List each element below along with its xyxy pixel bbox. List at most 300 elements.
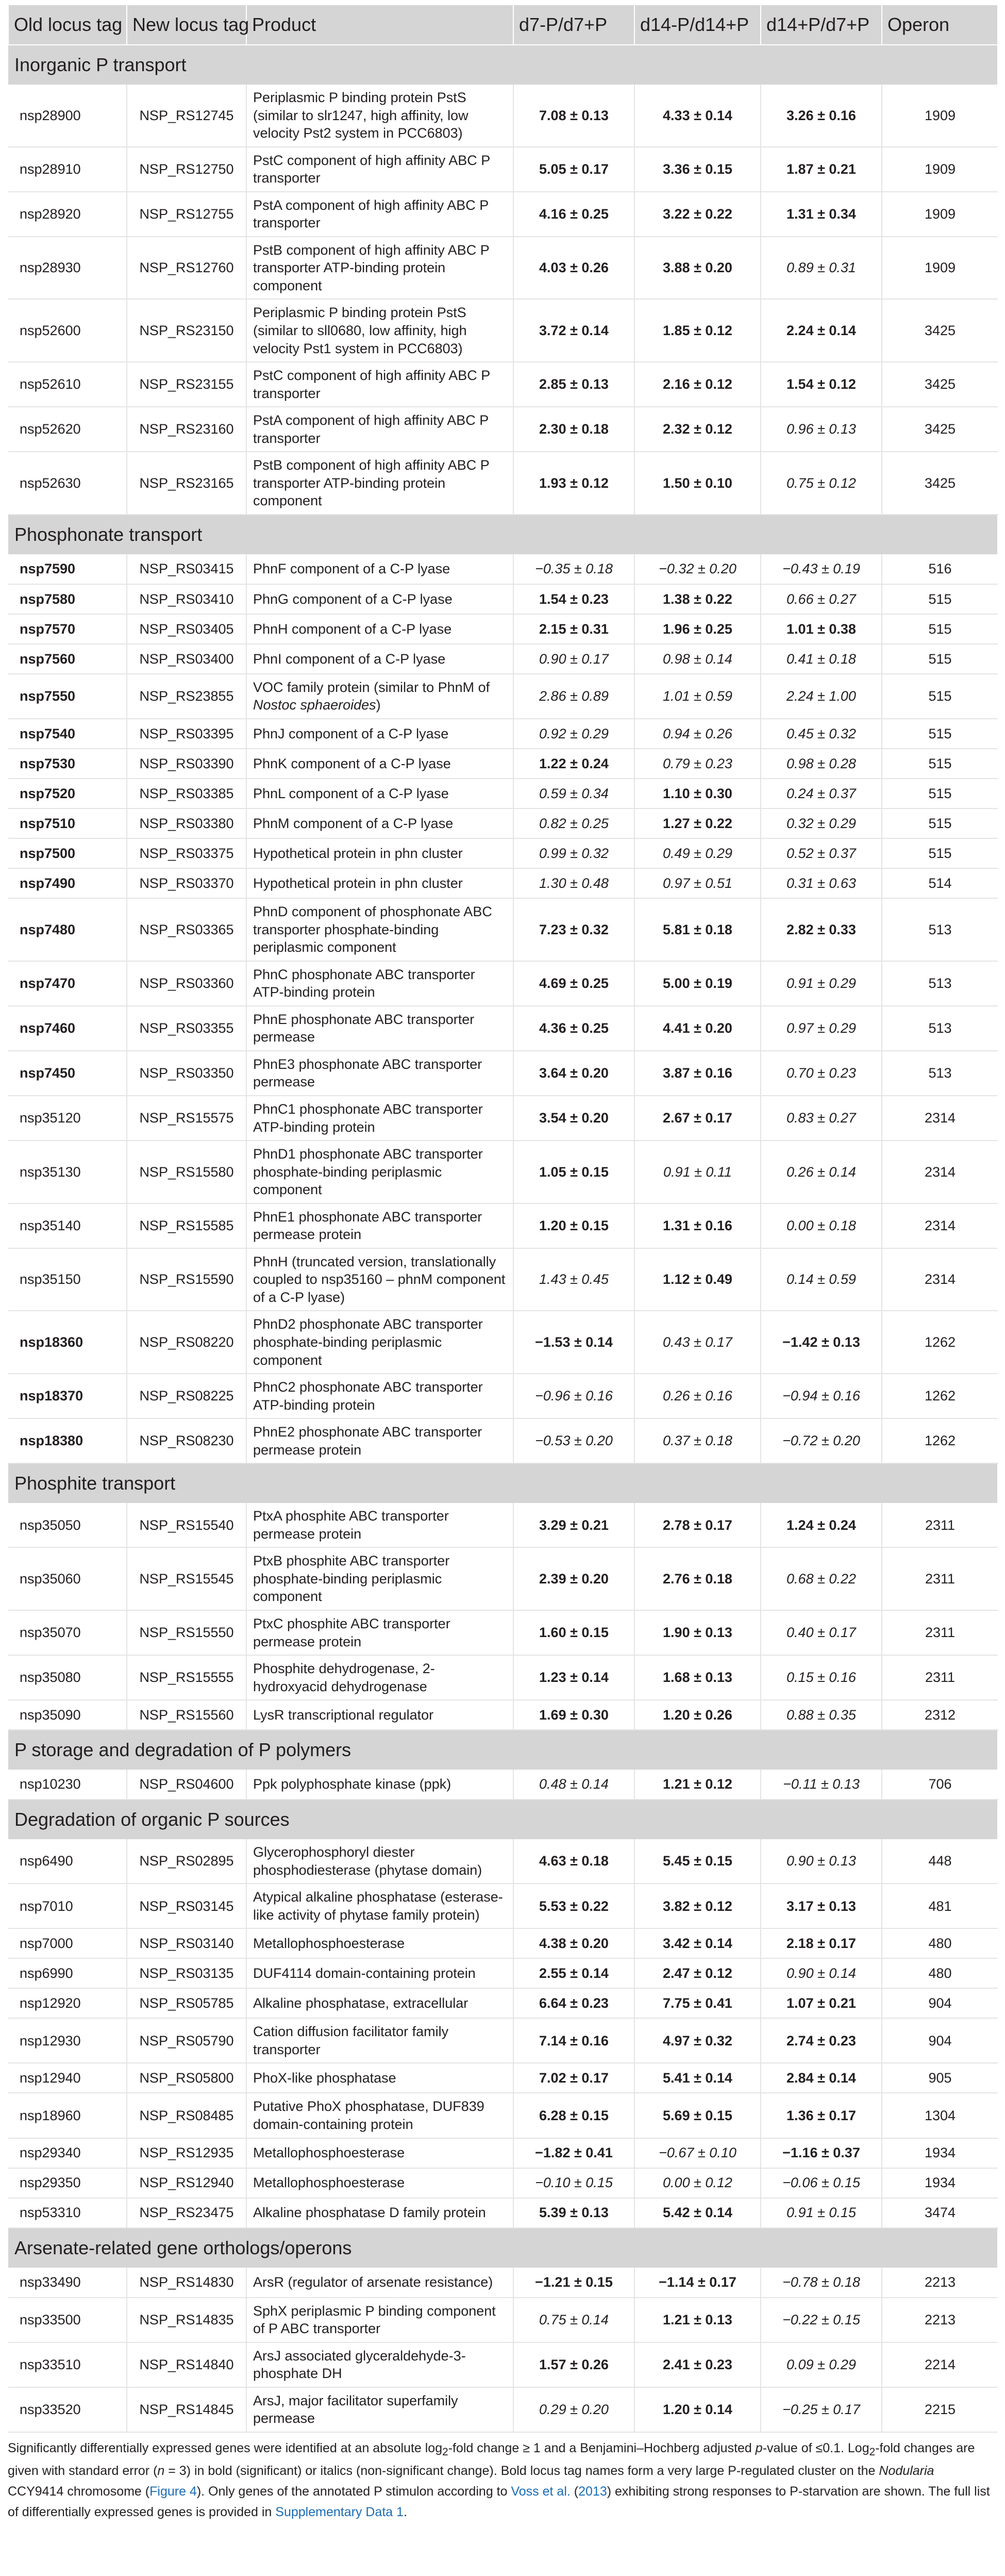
operon-number: 515 bbox=[882, 644, 998, 674]
d14-fold-change: 1.90 ± 0.13 bbox=[634, 1610, 761, 1655]
operon-number: 481 bbox=[882, 1884, 998, 1928]
table-row bbox=[8, 1096, 998, 1141]
table-row bbox=[8, 2168, 998, 2198]
d14-vs-d7-fold-change: 0.91 ± 0.15 bbox=[761, 2198, 882, 2228]
new-locus-tag: NSP_RS03400 bbox=[127, 644, 246, 674]
d14-fold-change: 1.85 ± 0.12 bbox=[634, 299, 761, 362]
d14-vs-d7-fold-change: 0.91 ± 0.29 bbox=[761, 961, 882, 1006]
operon-number: 3425 bbox=[882, 407, 998, 452]
new-locus-tag: NSP_RS23855 bbox=[127, 674, 246, 719]
old-locus-tag: nsp35080 bbox=[8, 1655, 127, 1700]
new-locus-tag: NSP_RS03405 bbox=[127, 614, 246, 644]
d14-fold-change: 2.76 ± 0.18 bbox=[634, 1547, 761, 1610]
table-row bbox=[8, 1006, 998, 1051]
d7-fold-change: −0.10 ± 0.15 bbox=[513, 2168, 634, 2198]
old-locus-tag: nsp7460 bbox=[8, 1006, 127, 1051]
d14-fold-change: 0.00 ± 0.12 bbox=[634, 2168, 761, 2198]
d7-fold-change: 6.28 ± 0.15 bbox=[513, 2093, 634, 2138]
table-row bbox=[8, 1839, 998, 1884]
footnote-text: . bbox=[404, 2505, 408, 2520]
old-locus-tag: nsp28930 bbox=[8, 237, 127, 300]
d7-fold-change: 2.55 ± 0.14 bbox=[513, 1958, 634, 1988]
d14-fold-change: −0.32 ± 0.20 bbox=[634, 554, 761, 584]
footnote-subscript: 2 bbox=[442, 2446, 448, 2458]
operon-number: 1909 bbox=[882, 192, 998, 237]
supplementary-data-link[interactable]: Supplementary Data 1 bbox=[275, 2505, 404, 2520]
old-locus-tag: nsp7550 bbox=[8, 674, 127, 719]
d14-fold-change: 0.43 ± 0.17 bbox=[634, 1311, 761, 1374]
old-locus-tag: nsp35050 bbox=[8, 1503, 127, 1547]
d14-vs-d7-fold-change: 1.87 ± 0.21 bbox=[761, 147, 882, 192]
old-locus-tag: nsp35070 bbox=[8, 1610, 127, 1655]
d14-vs-d7-fold-change: 0.98 ± 0.28 bbox=[761, 749, 882, 779]
d14-fold-change: 1.27 ± 0.22 bbox=[634, 808, 761, 838]
d14-vs-d7-fold-change: −0.78 ± 0.18 bbox=[761, 2268, 882, 2298]
table-row bbox=[8, 749, 998, 779]
table-row bbox=[8, 898, 998, 961]
d14-vs-d7-fold-change: 0.88 ± 0.35 bbox=[761, 1700, 882, 1730]
d7-fold-change: 0.82 ± 0.25 bbox=[513, 808, 634, 838]
operon-number: 515 bbox=[882, 674, 998, 719]
operon-number: 513 bbox=[882, 1006, 998, 1051]
operon-number: 3425 bbox=[882, 362, 998, 407]
d7-fold-change: 1.05 ± 0.15 bbox=[513, 1141, 634, 1203]
d7-fold-change: 1.57 ± 0.26 bbox=[513, 2342, 634, 2387]
old-locus-tag: nsp6990 bbox=[8, 1958, 127, 1988]
footnote-genus: Nodularia bbox=[879, 2464, 934, 2479]
new-locus-tag: NSP_RS15575 bbox=[127, 1096, 246, 1141]
d14-vs-d7-fold-change: 0.41 ± 0.18 bbox=[761, 644, 882, 674]
new-locus-tag: NSP_RS12745 bbox=[127, 85, 246, 147]
operon-number: 2214 bbox=[882, 2342, 998, 2387]
d7-fold-change: 1.43 ± 0.45 bbox=[513, 1248, 634, 1311]
d14-fold-change: 2.32 ± 0.12 bbox=[634, 407, 761, 452]
product-description: PstB component of high affinity ABC P transporter ATP-binding protein component bbox=[246, 237, 513, 300]
section-header-row bbox=[8, 45, 998, 85]
product-description: ArsR (regulator of arsenate resistance) bbox=[246, 2268, 513, 2298]
d14-fold-change: 5.45 ± 0.15 bbox=[634, 1839, 761, 1884]
d14-fold-change: 1.31 ± 0.16 bbox=[634, 1203, 761, 1248]
new-locus-tag: NSP_RS08485 bbox=[127, 2093, 246, 2138]
operon-number: 2311 bbox=[882, 1547, 998, 1610]
product-description: Alkaline phosphatase, extracellular bbox=[246, 1988, 513, 2018]
d7-fold-change: 1.20 ± 0.15 bbox=[513, 1203, 634, 1248]
d7-fold-change: 2.15 ± 0.31 bbox=[513, 614, 634, 644]
table-row bbox=[8, 584, 998, 614]
header-d14: d14-P/d14+P bbox=[634, 5, 761, 45]
new-locus-tag: NSP_RS23155 bbox=[127, 362, 246, 407]
d14-vs-d7-fold-change: 0.75 ± 0.12 bbox=[761, 452, 882, 515]
table-row bbox=[8, 1610, 998, 1655]
section-header-row bbox=[8, 1799, 998, 1839]
operon-number: 2311 bbox=[882, 1655, 998, 1700]
d14-fold-change: 3.82 ± 0.12 bbox=[634, 1884, 761, 1928]
product-description: PhnF component of a C-P lyase bbox=[246, 554, 513, 584]
product-description: LysR transcriptional regulator bbox=[246, 1700, 513, 1730]
table-row bbox=[8, 779, 998, 808]
operon-number: 1262 bbox=[882, 1311, 998, 1374]
table-row bbox=[8, 554, 998, 584]
table-row bbox=[8, 1248, 998, 1311]
new-locus-tag: NSP_RS14840 bbox=[127, 2342, 246, 2387]
d14-vs-d7-fold-change: 2.84 ± 0.14 bbox=[761, 2063, 882, 2093]
old-locus-tag: nsp29350 bbox=[8, 2168, 127, 2198]
product-description: PhnE1 phosphonate ABC transporter permease protein bbox=[246, 1203, 513, 1248]
header-d7: d7-P/d7+P bbox=[513, 5, 634, 45]
d14-vs-d7-fold-change: 1.31 ± 0.34 bbox=[761, 192, 882, 237]
d14-fold-change: 2.41 ± 0.23 bbox=[634, 2342, 761, 2387]
old-locus-tag: nsp7530 bbox=[8, 749, 127, 779]
section-title: Arsenate-related gene orthologs/operons bbox=[8, 2228, 998, 2268]
product-description: PhnH (truncated version, translationally coupled to nsp35160 – phnM component of a C-P lyase) bbox=[246, 1248, 513, 1311]
header-product: Product bbox=[246, 5, 513, 45]
new-locus-tag: NSP_RS03140 bbox=[127, 1928, 246, 1958]
product-description: PhnC phosphonate ABC transporter ATP-binding protein bbox=[246, 961, 513, 1006]
section-header-row bbox=[8, 1463, 998, 1503]
d14-vs-d7-fold-change: −0.43 ± 0.19 bbox=[761, 554, 882, 584]
d14-vs-d7-fold-change: −0.25 ± 0.17 bbox=[761, 2387, 882, 2432]
product-description: PstA component of high affinity ABC P transporter bbox=[246, 192, 513, 237]
footnote-text: -fold change ≥ 1 and a Benjamini–Hochberg adjusted bbox=[448, 2440, 756, 2455]
d14-fold-change: 0.98 ± 0.14 bbox=[634, 644, 761, 674]
operon-number: 1934 bbox=[882, 2168, 998, 2198]
new-locus-tag: NSP_RS15560 bbox=[127, 1700, 246, 1730]
table-row bbox=[8, 1928, 998, 1958]
old-locus-tag: nsp7570 bbox=[8, 614, 127, 644]
d14-vs-d7-fold-change: 0.89 ± 0.31 bbox=[761, 237, 882, 300]
product-description: PstC component of high affinity ABC P transporter bbox=[246, 147, 513, 192]
d14-fold-change: 2.16 ± 0.12 bbox=[634, 362, 761, 407]
section-title: Inorganic P transport bbox=[8, 45, 998, 85]
d7-fold-change: −1.53 ± 0.14 bbox=[513, 1311, 634, 1374]
d7-fold-change: −0.53 ± 0.20 bbox=[513, 1418, 634, 1463]
new-locus-tag: NSP_RS12940 bbox=[127, 2168, 246, 2198]
table-row bbox=[8, 1655, 998, 1700]
table-row bbox=[8, 2198, 998, 2228]
footnote-text: ( bbox=[570, 2484, 579, 2499]
operon-number: 2314 bbox=[882, 1141, 998, 1203]
d14-vs-d7-fold-change: 0.26 ± 0.14 bbox=[761, 1141, 882, 1203]
d14-fold-change: 1.21 ± 0.13 bbox=[634, 2298, 761, 2342]
d14-fold-change: 3.36 ± 0.15 bbox=[634, 147, 761, 192]
footnote-text: = 3) in bold (significant) or italics (non-significant change). Bold locus tag names form a very large P-regulated cluster on the bbox=[164, 2464, 879, 2479]
d7-fold-change: 5.05 ± 0.17 bbox=[513, 147, 634, 192]
product-description: SphX periplasmic P binding component of P ABC transporter bbox=[246, 2298, 513, 2342]
new-locus-tag: NSP_RS23160 bbox=[127, 407, 246, 452]
d14-vs-d7-fold-change: 0.52 ± 0.37 bbox=[761, 838, 882, 868]
d7-fold-change: 7.23 ± 0.32 bbox=[513, 898, 634, 961]
d14-fold-change: 1.96 ± 0.25 bbox=[634, 614, 761, 644]
table-row bbox=[8, 1770, 998, 1799]
product-description: PhnD1 phosphonate ABC transporter phosphate-binding periplasmic component bbox=[246, 1141, 513, 1203]
new-locus-tag: NSP_RS15545 bbox=[127, 1547, 246, 1610]
old-locus-tag: nsp7590 bbox=[8, 554, 127, 584]
table-row bbox=[8, 2387, 998, 2432]
product-description: PhnD component of phosphonate ABC transporter phosphate-binding periplasmic component bbox=[246, 898, 513, 961]
table-row bbox=[8, 2342, 998, 2387]
new-locus-tag: NSP_RS03410 bbox=[127, 584, 246, 614]
d14-vs-d7-fold-change: 3.26 ± 0.16 bbox=[761, 85, 882, 147]
old-locus-tag: nsp7010 bbox=[8, 1884, 127, 1928]
product-description: DUF4114 domain-containing protein bbox=[246, 1958, 513, 1988]
d7-fold-change: 0.59 ± 0.34 bbox=[513, 779, 634, 808]
d14-vs-d7-fold-change: 1.07 ± 0.21 bbox=[761, 1988, 882, 2018]
new-locus-tag: NSP_RS15590 bbox=[127, 1248, 246, 1311]
old-locus-tag: nsp33490 bbox=[8, 2268, 127, 2298]
table-row bbox=[8, 407, 998, 452]
new-locus-tag: NSP_RS03145 bbox=[127, 1884, 246, 1928]
d7-fold-change: 5.39 ± 0.13 bbox=[513, 2198, 634, 2228]
table-row bbox=[8, 2093, 998, 2138]
old-locus-tag: nsp7000 bbox=[8, 1928, 127, 1958]
table-row bbox=[8, 452, 998, 515]
d14-fold-change: 7.75 ± 0.41 bbox=[634, 1988, 761, 2018]
d14-fold-change: 3.42 ± 0.14 bbox=[634, 1928, 761, 1958]
d14-fold-change: 4.33 ± 0.14 bbox=[634, 85, 761, 147]
new-locus-tag: NSP_RS15540 bbox=[127, 1503, 246, 1547]
d14-fold-change: 3.88 ± 0.20 bbox=[634, 237, 761, 300]
old-locus-tag: nsp7450 bbox=[8, 1051, 127, 1096]
product-description: PhnH component of a C-P lyase bbox=[246, 614, 513, 644]
old-locus-tag: nsp7540 bbox=[8, 719, 127, 749]
table-row bbox=[8, 2063, 998, 2093]
d7-fold-change: −1.82 ± 0.41 bbox=[513, 2138, 634, 2168]
old-locus-tag: nsp18380 bbox=[8, 1418, 127, 1463]
d14-vs-d7-fold-change: 0.96 ± 0.13 bbox=[761, 407, 882, 452]
operon-number: 904 bbox=[882, 1988, 998, 2018]
d14-fold-change: −1.14 ± 0.17 bbox=[634, 2268, 761, 2298]
d14-vs-d7-fold-change: 0.24 ± 0.37 bbox=[761, 779, 882, 808]
operon-number: 905 bbox=[882, 2063, 998, 2093]
footnote-text: Significantly differentially expressed genes were identified at an absolute log bbox=[8, 2440, 443, 2455]
table-row bbox=[8, 1547, 998, 1610]
d14-vs-d7-fold-change: −0.94 ± 0.16 bbox=[761, 1374, 882, 1418]
table-row bbox=[8, 147, 998, 192]
d14-fold-change: 1.20 ± 0.26 bbox=[634, 1700, 761, 1730]
old-locus-tag: nsp12940 bbox=[8, 2063, 127, 2093]
old-locus-tag: nsp7520 bbox=[8, 779, 127, 808]
header-operon: Operon bbox=[882, 5, 998, 45]
old-locus-tag: nsp33510 bbox=[8, 2342, 127, 2387]
table-row bbox=[8, 1958, 998, 1988]
product-description: PtxA phosphite ABC transporter permease protein bbox=[246, 1503, 513, 1547]
d7-fold-change: 2.30 ± 0.18 bbox=[513, 407, 634, 452]
d14-vs-d7-fold-change: −1.42 ± 0.13 bbox=[761, 1311, 882, 1374]
product-description: Metallophosphoesterase bbox=[246, 2168, 513, 2198]
product-description: PhnK component of a C-P lyase bbox=[246, 749, 513, 779]
section-header-row bbox=[8, 2228, 998, 2268]
d7-fold-change: 0.90 ± 0.17 bbox=[513, 644, 634, 674]
new-locus-tag: NSP_RS12755 bbox=[127, 192, 246, 237]
d7-fold-change: 1.23 ± 0.14 bbox=[513, 1655, 634, 1700]
table-body bbox=[8, 45, 998, 2432]
table-row bbox=[8, 2298, 998, 2342]
d7-fold-change: 1.30 ± 0.48 bbox=[513, 868, 634, 898]
d14-fold-change: 5.41 ± 0.14 bbox=[634, 2063, 761, 2093]
d14-vs-d7-fold-change: 0.09 ± 0.29 bbox=[761, 2342, 882, 2387]
old-locus-tag: nsp33520 bbox=[8, 2387, 127, 2432]
old-locus-tag: nsp6490 bbox=[8, 1839, 127, 1884]
d7-fold-change: 7.08 ± 0.13 bbox=[513, 85, 634, 147]
old-locus-tag: nsp35120 bbox=[8, 1096, 127, 1141]
new-locus-tag: NSP_RS03365 bbox=[127, 898, 246, 961]
section-title: P storage and degradation of P polymers bbox=[8, 1730, 998, 1770]
old-locus-tag: nsp18370 bbox=[8, 1374, 127, 1418]
d7-fold-change: 4.38 ± 0.20 bbox=[513, 1928, 634, 1958]
product-description: PhnC2 phosphonate ABC transporter ATP-binding protein bbox=[246, 1374, 513, 1418]
d7-fold-change: 6.64 ± 0.23 bbox=[513, 1988, 634, 2018]
product-description: PhnE phosphonate ABC transporter permease bbox=[246, 1006, 513, 1051]
d14-fold-change: 5.81 ± 0.18 bbox=[634, 898, 761, 961]
d14-vs-d7-fold-change: 0.66 ± 0.27 bbox=[761, 584, 882, 614]
old-locus-tag: nsp35060 bbox=[8, 1547, 127, 1610]
footnote-text: ) exhibiting strong responses to P-starvation are shown. The full list of differentially expressed genes is provided in bbox=[8, 2484, 990, 2520]
d7-fold-change: 2.85 ± 0.13 bbox=[513, 362, 634, 407]
d14-fold-change: 1.01 ± 0.59 bbox=[634, 674, 761, 719]
section-header-row bbox=[8, 515, 998, 554]
product-description: Atypical alkaline phosphatase (esterase-like activity of phytase family protein) bbox=[246, 1884, 513, 1928]
product-description: PhoX-like phosphatase bbox=[246, 2063, 513, 2093]
d14-vs-d7-fold-change: 0.14 ± 0.59 bbox=[761, 1248, 882, 1311]
d14-vs-d7-fold-change: 0.90 ± 0.14 bbox=[761, 1958, 882, 1988]
d14-vs-d7-fold-change: 0.68 ± 0.22 bbox=[761, 1547, 882, 1610]
operon-number: 480 bbox=[882, 1958, 998, 1988]
d14-fold-change: 2.47 ± 0.12 bbox=[634, 1958, 761, 1988]
d14-fold-change: 0.49 ± 0.29 bbox=[634, 838, 761, 868]
product-description: PtxB phosphite ABC transporter phosphate-binding periplasmic component bbox=[246, 1547, 513, 1610]
figure-4-link[interactable]: Figure 4 bbox=[149, 2484, 197, 2499]
section-title: Phosphonate transport bbox=[8, 515, 998, 554]
d14-vs-d7-fold-change: 2.82 ± 0.33 bbox=[761, 898, 882, 961]
product-description: Phosphite dehydrogenase, 2-hydroxyacid dehydrogenase bbox=[246, 1655, 513, 1700]
species-name: Nostoc sphaeroides bbox=[253, 697, 376, 713]
table-row bbox=[8, 868, 998, 898]
new-locus-tag: NSP_RS12750 bbox=[127, 147, 246, 192]
product-description: Periplasmic P binding protein PstS (similar to slr1247, high affinity, low velocity Pst2 system in PCC6803) bbox=[246, 85, 513, 147]
product-description: PhnJ component of a C-P lyase bbox=[246, 719, 513, 749]
footnote-text: ). Only genes of the annotated P stimulon according to bbox=[196, 2484, 511, 2499]
table-row bbox=[8, 237, 998, 300]
voss-year-link[interactable]: 2013 bbox=[578, 2484, 607, 2499]
operon-number: 3425 bbox=[882, 452, 998, 515]
operon-number: 1262 bbox=[882, 1374, 998, 1418]
product-description: PhnD2 phosphonate ABC transporter phosphate-binding periplasmic component bbox=[246, 1311, 513, 1374]
d14-fold-change: 4.41 ± 0.20 bbox=[634, 1006, 761, 1051]
operon-number: 513 bbox=[882, 898, 998, 961]
operon-number: 904 bbox=[882, 2018, 998, 2063]
table-row bbox=[8, 1141, 998, 1203]
product-description: PhnM component of a C-P lyase bbox=[246, 808, 513, 838]
footnote-italic: n bbox=[157, 2464, 165, 2479]
table-footnote bbox=[8, 2438, 997, 2522]
old-locus-tag: nsp35090 bbox=[8, 1700, 127, 1730]
d14-vs-d7-fold-change: −0.11 ± 0.13 bbox=[761, 1770, 882, 1799]
d14-fold-change: 0.37 ± 0.18 bbox=[634, 1418, 761, 1463]
d14-fold-change: 0.97 ± 0.51 bbox=[634, 868, 761, 898]
d14-fold-change: 2.67 ± 0.17 bbox=[634, 1096, 761, 1141]
new-locus-tag: NSP_RS03370 bbox=[127, 868, 246, 898]
d7-fold-change: 3.29 ± 0.21 bbox=[513, 1503, 634, 1547]
table-row bbox=[8, 838, 998, 868]
table-row bbox=[8, 2018, 998, 2063]
new-locus-tag: NSP_RS03390 bbox=[127, 749, 246, 779]
operon-number: 2311 bbox=[882, 1503, 998, 1547]
d14-vs-d7-fold-change: −1.16 ± 0.37 bbox=[761, 2138, 882, 2168]
product-description: Glycerophosphoryl diester phosphodiesterase (phytase domain) bbox=[246, 1839, 513, 1884]
product-description: PhnC1 phosphonate ABC transporter ATP-binding protein bbox=[246, 1096, 513, 1141]
new-locus-tag: NSP_RS03360 bbox=[127, 961, 246, 1006]
table-header bbox=[8, 5, 998, 45]
old-locus-tag: nsp10230 bbox=[8, 1770, 127, 1799]
d14-vs-d7-fold-change: −0.72 ± 0.20 bbox=[761, 1418, 882, 1463]
product-description: VOC family protein (similar to PhnM of Nostoc sphaeroides) bbox=[246, 674, 513, 719]
table-row bbox=[8, 1051, 998, 1096]
voss-citation-link[interactable]: Voss et al. bbox=[511, 2484, 571, 2499]
d14-vs-d7-fold-change: 1.24 ± 0.24 bbox=[761, 1503, 882, 1547]
d14-fold-change: −0.67 ± 0.10 bbox=[634, 2138, 761, 2168]
product-description: PhnI component of a C-P lyase bbox=[246, 644, 513, 674]
operon-number: 480 bbox=[882, 1928, 998, 1958]
d14-vs-d7-fold-change: 0.97 ± 0.29 bbox=[761, 1006, 882, 1051]
d14-fold-change: 2.78 ± 0.17 bbox=[634, 1503, 761, 1547]
d14-fold-change: 1.38 ± 0.22 bbox=[634, 584, 761, 614]
new-locus-tag: NSP_RS04600 bbox=[127, 1770, 246, 1799]
table-row bbox=[8, 2138, 998, 2168]
operon-number: 515 bbox=[882, 808, 998, 838]
old-locus-tag: nsp7480 bbox=[8, 898, 127, 961]
table-row bbox=[8, 1988, 998, 2018]
operon-number: 1909 bbox=[882, 237, 998, 300]
table-row bbox=[8, 961, 998, 1006]
old-locus-tag: nsp52620 bbox=[8, 407, 127, 452]
d7-fold-change: 4.63 ± 0.18 bbox=[513, 1839, 634, 1884]
d7-fold-change: 3.72 ± 0.14 bbox=[513, 299, 634, 362]
d14-fold-change: 4.97 ± 0.32 bbox=[634, 2018, 761, 2063]
new-locus-tag: NSP_RS03350 bbox=[127, 1051, 246, 1096]
table-row bbox=[8, 2268, 998, 2298]
d7-fold-change: 4.69 ± 0.25 bbox=[513, 961, 634, 1006]
old-locus-tag: nsp28920 bbox=[8, 192, 127, 237]
product-description: PhnE2 phosphonate ABC transporter permease protein bbox=[246, 1418, 513, 1463]
table-row bbox=[8, 1374, 998, 1418]
table-row bbox=[8, 85, 998, 147]
operon-number: 448 bbox=[882, 1839, 998, 1884]
table-row bbox=[8, 1700, 998, 1730]
footnote-text: -fold changes are given with standard error ( bbox=[8, 2440, 975, 2479]
operon-number: 514 bbox=[882, 868, 998, 898]
new-locus-tag: NSP_RS08225 bbox=[127, 1374, 246, 1418]
section-header-row bbox=[8, 1730, 998, 1770]
header-new-locus-tag: New locus tag bbox=[127, 5, 246, 45]
table-container bbox=[8, 4, 997, 2522]
product-description: Metallophosphoesterase bbox=[246, 1928, 513, 1958]
old-locus-tag: nsp18360 bbox=[8, 1311, 127, 1374]
table-row bbox=[8, 1418, 998, 1463]
operon-number: 1909 bbox=[882, 147, 998, 192]
section-title: Degradation of organic P sources bbox=[8, 1799, 998, 1839]
operon-number: 1262 bbox=[882, 1418, 998, 1463]
new-locus-tag: NSP_RS23150 bbox=[127, 299, 246, 362]
d7-fold-change: 7.14 ± 0.16 bbox=[513, 2018, 634, 2063]
table-row bbox=[8, 362, 998, 407]
d14-vs-d7-fold-change: 0.00 ± 0.18 bbox=[761, 1203, 882, 1248]
operon-number: 516 bbox=[882, 554, 998, 584]
new-locus-tag: NSP_RS08220 bbox=[127, 1311, 246, 1374]
new-locus-tag: NSP_RS14830 bbox=[127, 2268, 246, 2298]
footnote-text: -value of ≤0.1. Log bbox=[762, 2440, 869, 2455]
operon-number: 2314 bbox=[882, 1203, 998, 1248]
table-row bbox=[8, 1311, 998, 1374]
